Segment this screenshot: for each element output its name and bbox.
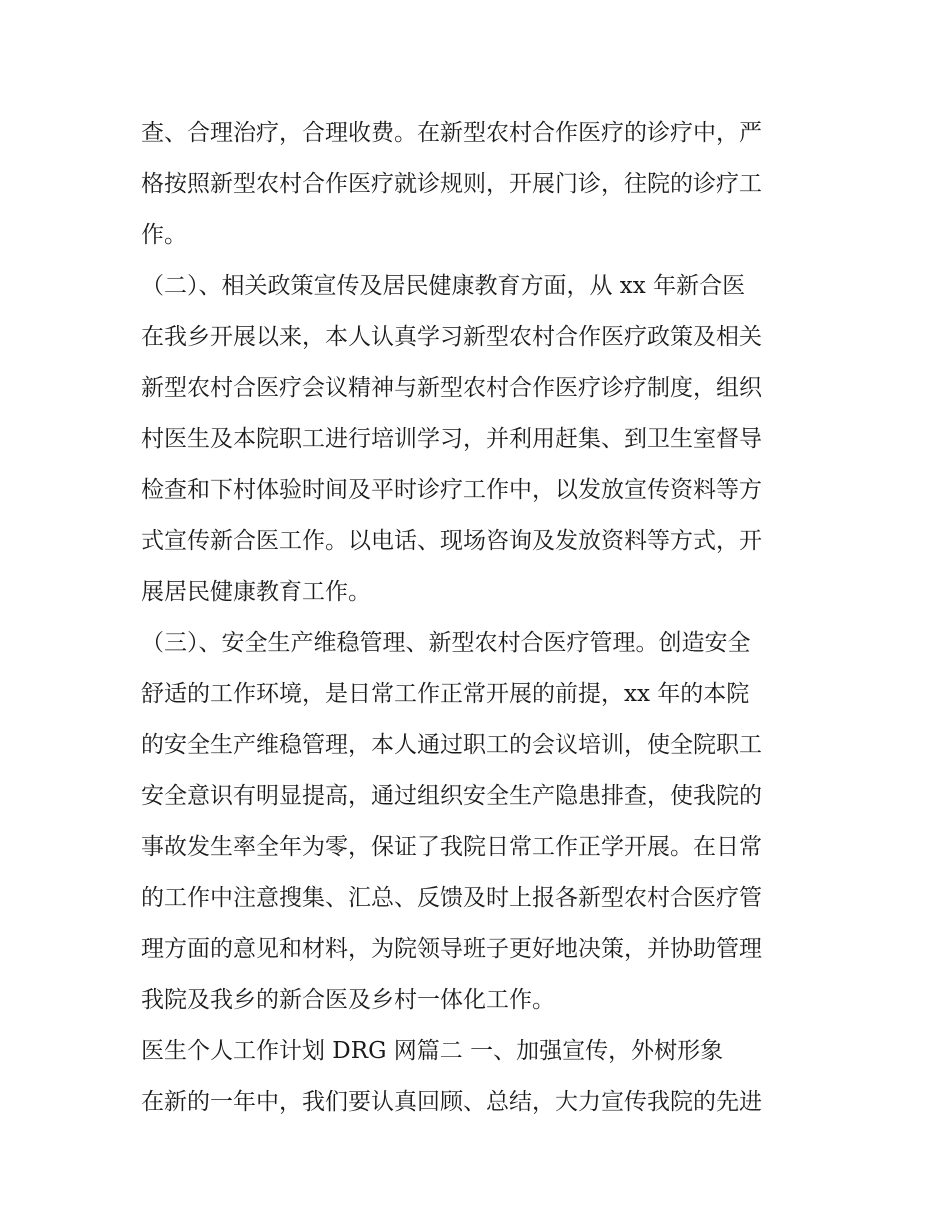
text-line: 展居民健康教育工作。	[141, 579, 371, 605]
text-line: 在新的一年中，我们要认真回顾、总结，大力宣传我院的先进	[141, 1089, 762, 1115]
text-line: 格按照新型农村合作医疗就诊规则，开展门诊，往院的诊疗工	[141, 171, 762, 197]
text-line: 的工作中注意搜集、汇总、反馈及时上报各新型农村合医疗管	[141, 885, 762, 911]
text-line: 作。	[141, 222, 187, 248]
text-line: 村医生及本院职工进行培训学习，并利用赶集、到卫生室督导	[141, 426, 762, 452]
text-line: 舒适的工作环境，是日常工作正常开展的前提，xx 年的本院	[141, 681, 750, 707]
text-line: 的安全生产维稳管理，本人通过职工的会议培训，使全院职工	[141, 732, 762, 758]
text-line: （二）、相关政策宣传及居民健康教育方面，从 xx 年新合医	[141, 273, 746, 299]
text-line: 我院及我乡的新合医及乡村一体化工作。	[141, 987, 555, 1013]
section-heading-line: 医生个人工作计划 DRG 网篇二 一、加强宣传，外树形象	[141, 1038, 724, 1064]
text-line: 查、合理治疗，合理收费。在新型农村合作医疗的诊疗中，严	[141, 120, 762, 146]
text-line: 安全意识有明显提高，通过组织安全生产隐患排查，使我院的	[141, 783, 762, 809]
text-line: 理方面的意见和材料，为院领导班子更好地决策，并协助管理	[141, 936, 762, 962]
text-line: 检查和下村体验时间及平时诊疗工作中，以发放宣传资料等方	[141, 477, 762, 503]
text-line: 在我乡开展以来，本人认真学习新型农村合作医疗政策及相关	[141, 324, 762, 350]
text-line: （三）、安全生产维稳管理、新型农村合医疗管理。创造安全	[141, 630, 751, 656]
text-line: 新型农村合医疗会议精神与新型农村合作医疗诊疗制度，组织	[141, 375, 762, 401]
text-line: 事故发生率全年为零，保证了我院日常工作正学开展。在日常	[141, 834, 762, 860]
document-body	[141, 108, 821, 1128]
text-line: 式宣传新合医工作。以电话、现场咨询及发放资料等方式，开	[141, 528, 762, 554]
